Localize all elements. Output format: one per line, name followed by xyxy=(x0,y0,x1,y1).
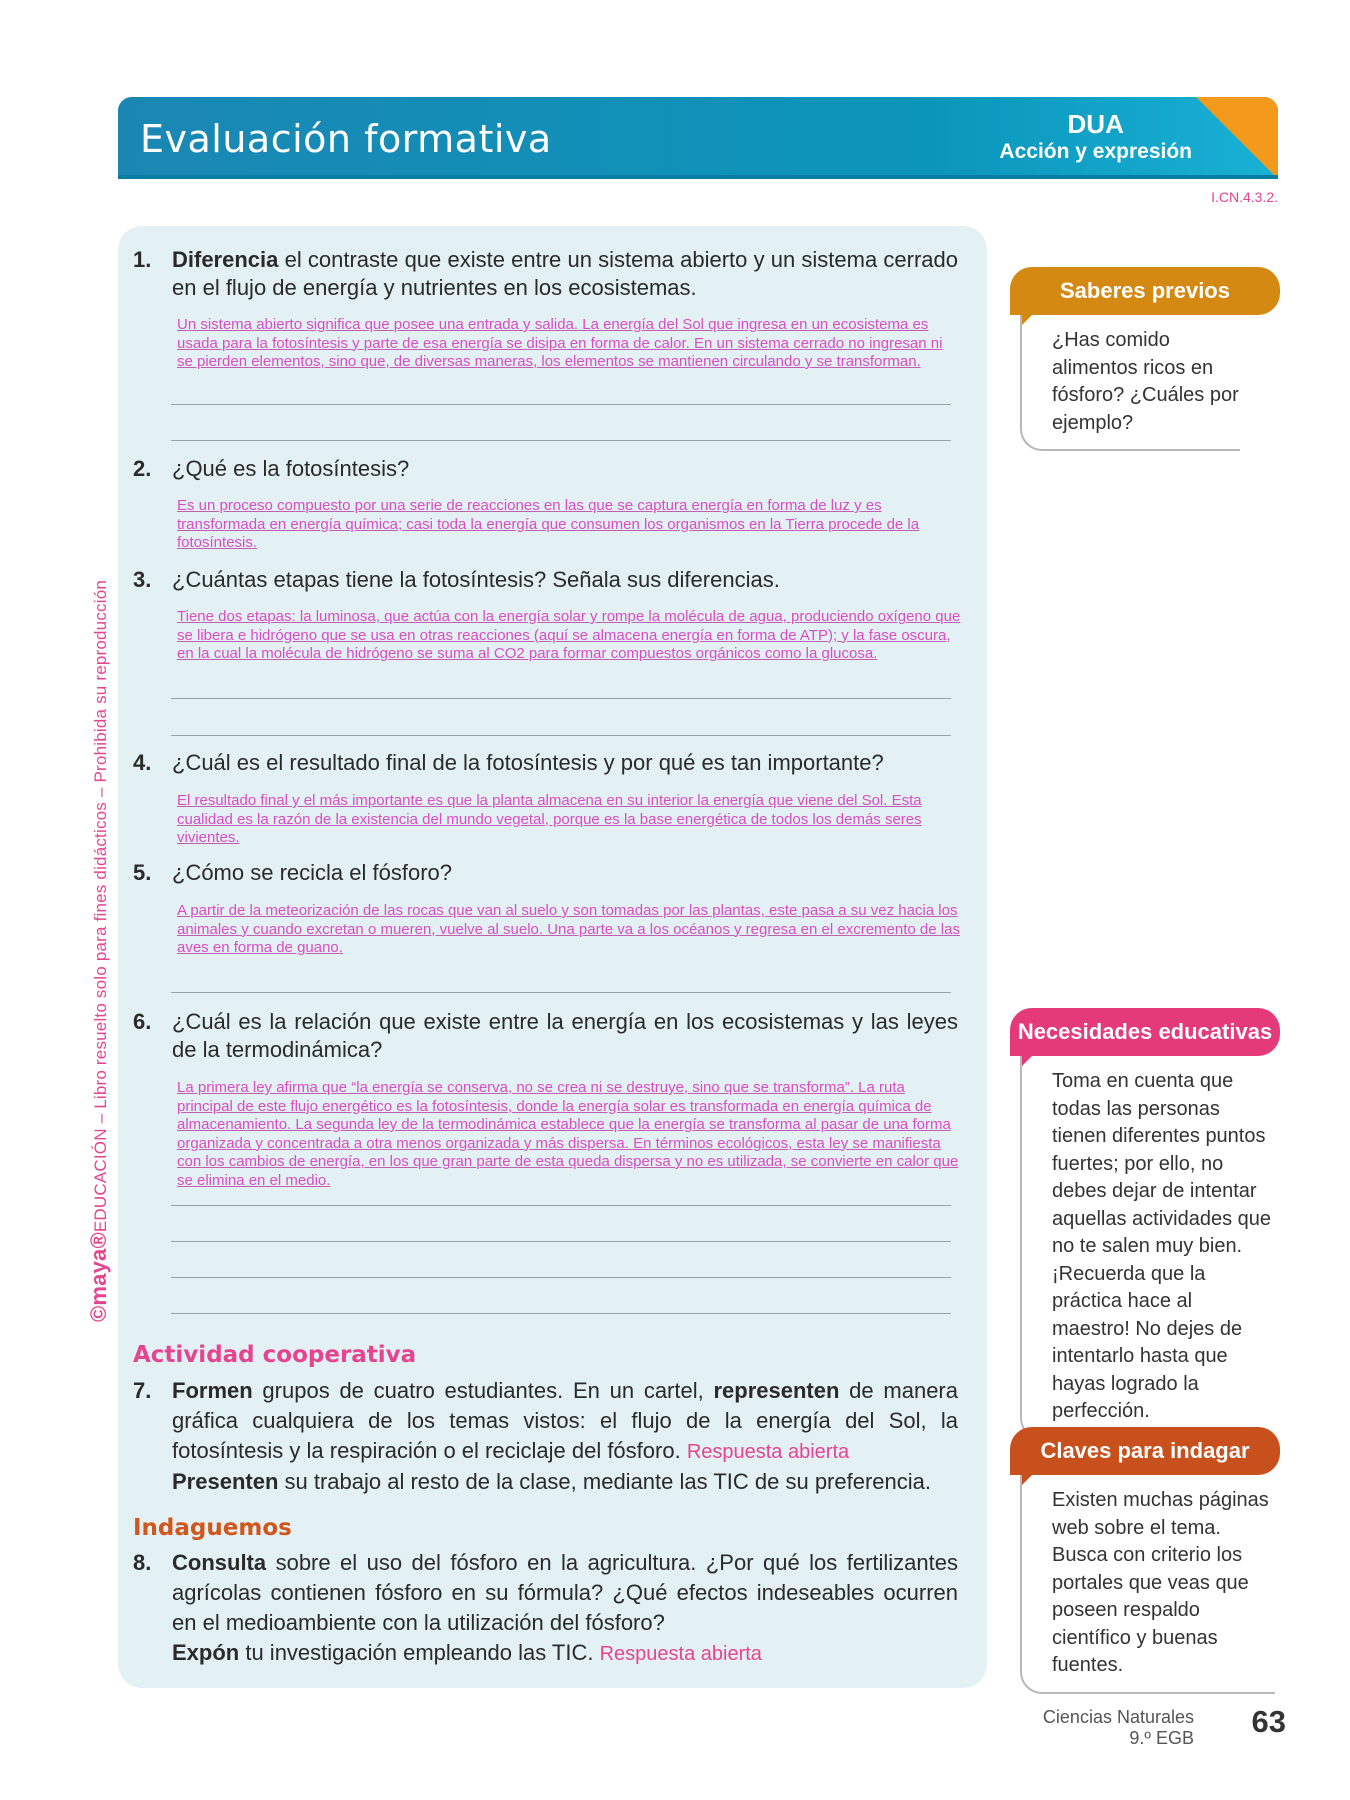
answer-6[interactable]: La primera ley afirma que “la energía se conserva, no se crea ni se destruye, sino que se transforma”. La ruta principal de este flujo energético es la fotosíntesis, donde la energía solar es transformada en energía química de almacenamiento. La segunda ley de la termodinámica establece que la energía se transforma al pasar de una forma organizada y concentrada a otra menos organizada y más dispersa. En términos ecológicos, esta ley se manifiesta con los cambios de energía, en los que gran parte de esta queda dispersa y no es utilizada, se convierte en calor que se elimina en el medio. xyxy=(177,1079,959,1189)
answer-5[interactable]: A partir de la meteorización de las rocas que van al suelo y son tomadas por las plantas, este pasa a su vez hacia los animales y cuando excretan o mueren, vuelve al suelo. Una parte va a los océanos y regresa en el excremento de las aves en forma de guano. xyxy=(177,902,960,956)
question-number: 3. xyxy=(133,567,152,592)
footer-subject-name: Ciencias Naturales xyxy=(1042,1707,1194,1727)
question-text: tu investigación empleando las TIC. xyxy=(239,1640,594,1665)
necesidades-educativas-header: Necesidades educativas xyxy=(1010,1008,1280,1056)
answer-line xyxy=(171,1313,951,1314)
answer-4[interactable]: El resultado final y el más importante es que la planta almacena en su interior la energía que viene del Sol. Esta cualidad es la razón de la existencia del mundo vegetal, porque es la base energética de todos los demás seres vivientes. xyxy=(177,792,922,846)
header-banner xyxy=(118,97,1278,179)
question-text: ¿Cuántas etapas tiene la fotosíntesis? Señala sus diferencias. xyxy=(172,567,780,592)
header-corner-triangle xyxy=(1196,97,1278,179)
dua-label xyxy=(999,109,1192,165)
answer-line xyxy=(171,992,951,993)
section-title-indaguemos: Indaguemos xyxy=(133,1515,292,1541)
indicator-code: I.CN.4.3.2. xyxy=(1211,189,1278,205)
answer-line xyxy=(171,440,951,441)
necesidades-educativas-box xyxy=(1010,1008,1280,1440)
answer-2[interactable]: Es un proceso compuesto por una serie de reacciones en las que se captura energía en forma de luz y es transformada en energía química; casi toda la energía que consumen los organismos en la Tierra procede de la fotosíntesis. xyxy=(177,497,920,551)
question-verb: Presenten xyxy=(172,1469,279,1494)
question-number: 2. xyxy=(133,456,152,481)
answer-line xyxy=(171,1205,951,1206)
question-text: su trabajo al resto de la clase, mediante las TIC de su preferencia. xyxy=(278,1469,931,1494)
question-verb: Consulta xyxy=(172,1550,267,1575)
question-number: 5. xyxy=(133,860,152,885)
claves-para-indagar-text: Existen muchas páginas web sobre el tema. Busca con criterio los portales que veas que poseen respaldo científico y buenas fuentes. xyxy=(1020,1475,1275,1694)
necesidades-educativas-text: Toma en cuenta que todas las personas tienen diferentes puntos fuertes; por ello, no debes dejar de intentar aquellas actividades que no te salen muy bien. ¡Recuerda que la práctica hace al maestro! No dejes de intentarlo hasta que hayas logrado la perfección. xyxy=(1020,1056,1275,1440)
question-verb: Diferencia xyxy=(172,247,279,272)
question-verb: Formen xyxy=(172,1378,253,1403)
question-text: el contraste que existe entre un sistema abierto y un sistema cerrado en el flujo de energía y nutrientes en los ecosistemas. xyxy=(172,247,958,300)
answer-line xyxy=(171,1241,951,1242)
question-text: grupos de cuatro estudiantes. En un cartel, xyxy=(252,1378,714,1403)
saberes-previos-text: ¿Has comido alimentos ricos en fósforo? ¿Cuáles por ejemplo? xyxy=(1020,315,1240,451)
saberes-previos-header: Saberes previos xyxy=(1010,267,1280,315)
header-bottom-bar xyxy=(118,175,1278,179)
question-text: sobre el uso del fósforo en la agricultura. ¿Por qué los fertilizantes agrícolas contienen fósforo en su fórmula? ¿Qué efectos indeseables ocurren en el medioambiente con la utilización del fósforo? xyxy=(172,1550,958,1635)
question-verb: representen xyxy=(713,1378,840,1403)
answer-line xyxy=(171,735,951,736)
brand-logo-text: ©maya® xyxy=(86,1232,111,1322)
question-text: ¿Cuál es el resultado final de la fotosíntesis y por qué es tan importante? xyxy=(172,750,884,775)
claves-para-indagar-header: Claves para indagar xyxy=(1010,1427,1280,1475)
open-answer-label: Respuesta abierta xyxy=(599,1643,762,1665)
dua-subtitle: Acción y expresión xyxy=(999,140,1192,163)
open-answer-label: Respuesta abierta xyxy=(686,1441,850,1463)
copyright-vertical-text xyxy=(86,580,112,1322)
footer-grade: 9.º EGB xyxy=(1129,1728,1194,1748)
answer-3[interactable]: Tiene dos etapas: la luminosa, que actúa con la energía solar y rompe la molécula de agua, produciendo oxígeno que se libera e hidrógeno que se usa en otras reacciones (aquí se almacena energía en forma de ATP); y la fase oscura, en la cual la molécula de hidrógeno se suma al CO2 para formar compuestos orgánicos como la glucosa. xyxy=(177,608,961,662)
answer-line xyxy=(171,1277,951,1278)
question-verb: Expón xyxy=(172,1640,240,1665)
question-number: 8. xyxy=(133,1550,152,1575)
claves-para-indagar-box xyxy=(1010,1427,1280,1694)
section-title-cooperativa: Actividad cooperativa xyxy=(133,1342,417,1368)
page-title: Evaluación formativa xyxy=(140,117,552,161)
question-number: 6. xyxy=(133,1009,152,1034)
dua-title: DUA xyxy=(1067,109,1124,139)
question-text: ¿Qué es la fotosíntesis? xyxy=(172,456,410,481)
answer-1[interactable]: Un sistema abierto significa que posee una entrada y salida. La energía del Sol que ingresa en un ecosistema es usada para la fotosíntesis y parte de esa energía se disipa en forma de calor. En un sistema cerrado no ingresan ni se pierden elementos, sino que, de diversas maneras, los elementos se mantienen circulando y se transforman. xyxy=(177,316,943,370)
footer-subject xyxy=(1043,1707,1194,1749)
question-number: 1. xyxy=(133,247,152,272)
question-number: 7. xyxy=(133,1378,152,1403)
answer-line xyxy=(171,698,951,699)
saberes-previos-box xyxy=(1010,267,1280,451)
answer-line xyxy=(171,404,951,405)
question-text: de manera gráfica cualquiera de los temas vistos: el flujo de la energía del Sol, la fotosíntesis y la respiración o el reciclaje del fósforo. xyxy=(172,1378,958,1463)
copyright-text: EDUCACIÓN – Libro resuelto solo para fines didácticos – Prohibida su reproducción xyxy=(91,579,110,1233)
question-number: 4. xyxy=(133,750,152,775)
page-number: 63 xyxy=(1251,1704,1286,1739)
question-text: ¿Cómo se recicla el fósforo? xyxy=(172,860,452,885)
question-text: ¿Cuál es la relación que existe entre la energía en los ecosistemas y las leyes de la termodinámica? xyxy=(172,1009,958,1062)
